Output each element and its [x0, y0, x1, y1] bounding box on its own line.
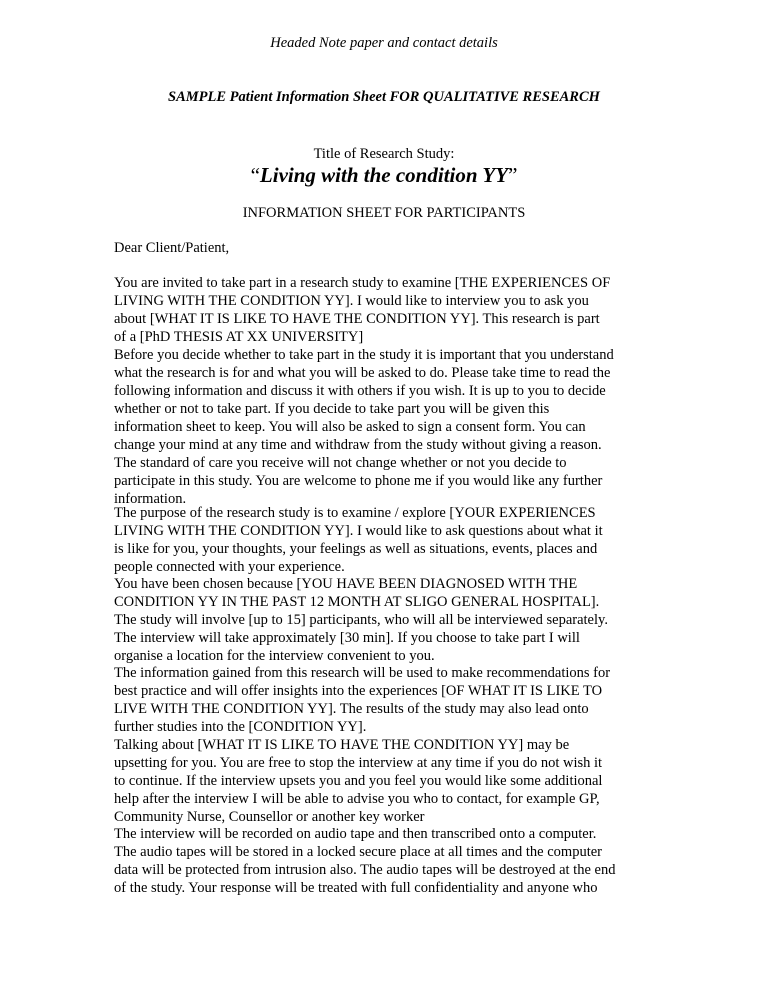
title-open-quote: “: [250, 163, 260, 187]
paragraph-line: whether or not to take part. If you decide to take part you will be given this: [114, 401, 550, 417]
paragraph-invitation: [114, 274, 654, 346]
paragraph-line: The interview will take approximately [30 min]. If you choose to take part I will: [114, 630, 580, 646]
paragraph-line: The purpose of the research study is to examine / explore [YOUR EXPERIENCES: [114, 505, 596, 521]
paragraph-line: upsetting for you. You are free to stop the interview at any time if you do not wish it: [114, 755, 603, 771]
paragraph-line: Before you decide whether to take part in the study it is important that you understand: [114, 347, 614, 363]
paragraph-line: of the study. Your response will be treated with full confidentiality and anyone who: [114, 880, 598, 896]
paragraph-line: The information gained from this research will be used to make recommendations for: [114, 665, 611, 681]
salutation: Dear Client/Patient,: [114, 240, 230, 256]
paragraph-line: what the research is for and what you will be asked to do. Please take time to read the: [114, 365, 611, 381]
paragraph-before-you-decide: [114, 346, 654, 508]
paragraph-line: You have been chosen because [YOU HAVE BEEN DIAGNOSED WITH THE: [114, 576, 578, 592]
paragraph-why-chosen: [114, 575, 654, 665]
paragraph-line: of a [PhD THESIS AT XX UNIVERSITY]: [114, 329, 364, 345]
paragraph-line: You are invited to take part in a research study to examine [THE EXPERIENCES OF: [114, 275, 611, 291]
paragraph-line: LIVING WITH THE CONDITION YY]. I would like to ask questions about what it: [114, 523, 603, 539]
paragraph-line: change your mind at any time and withdraw from the study without giving a reason.: [114, 437, 602, 453]
study-title: [0, 162, 768, 188]
paragraph-recording: [114, 825, 654, 897]
paragraph-line: The interview will be recorded on audio tape and then transcribed onto a computer.: [114, 826, 597, 842]
letterhead: Headed Note paper and contact details: [270, 35, 498, 51]
paragraph-line: The audio tapes will be stored in a locked secure place at all times and the computer: [114, 844, 602, 860]
paragraph-upsetting: [114, 736, 654, 826]
paragraph-line: The study will involve [up to 15] participants, who will all be interviewed separately.: [114, 612, 608, 628]
paragraph-line: data will be protected from intrusion also. The audio tapes will be destroyed at the end: [114, 862, 616, 878]
paragraph-purpose: [114, 504, 654, 576]
title-close-quote: ”: [508, 163, 518, 187]
paragraph-line: help after the interview I will be able to advise you who to contact, for example GP,: [114, 791, 600, 807]
study-title-text: Living with the condition YY: [259, 163, 509, 187]
paragraph-line: organise a location for the interview convenient to you.: [114, 648, 435, 664]
paragraph-line: information.: [114, 491, 187, 507]
paragraph-line: information sheet to keep. You will also be asked to sign a consent form. You can: [114, 419, 586, 435]
document-label: SAMPLE Patient Information Sheet FOR QUALITATIVE RESEARCH: [168, 89, 600, 105]
paragraph-line: LIVE WITH THE CONDITION YY]. The results of the study may also lead onto: [114, 701, 589, 717]
paragraph-line: is like for you, your thoughts, your feelings as well as situations, events, places and: [114, 541, 598, 557]
paragraph-line: best practice and will offer insights into the experiences [OF WHAT IT IS LIKE TO: [114, 683, 603, 699]
paragraph-line: Talking about [WHAT IT IS LIKE TO HAVE THE CONDITION YY] may be: [114, 737, 570, 753]
paragraph-line: to continue. If the interview upsets you and you feel you would like some additional: [114, 773, 603, 789]
paragraph-line: CONDITION YY IN THE PAST 12 MONTH AT SLIGO GENERAL HOSPITAL].: [114, 594, 600, 610]
paragraph-information-use: [114, 664, 654, 736]
paragraph-line: The standard of care you receive will not change whether or not you decide to: [114, 455, 567, 471]
study-title-label: Title of Research Study:: [313, 146, 455, 162]
paragraph-line: LIVING WITH THE CONDITION YY]. I would like to interview you to ask you: [114, 293, 589, 309]
paragraph-line: following information and discuss it with others if you wish. It is up to you to decide: [114, 383, 606, 399]
paragraph-line: further studies into the [CONDITION YY].: [114, 719, 367, 735]
paragraph-line: people connected with your experience.: [114, 559, 345, 575]
sheet-heading: INFORMATION SHEET FOR PARTICIPANTS: [242, 205, 526, 221]
paragraph-line: about [WHAT IT IS LIKE TO HAVE THE CONDITION YY]. This research is part: [114, 311, 600, 327]
paragraph-line: participate in this study. You are welcome to phone me if you would like any further: [114, 473, 603, 489]
paragraph-line: Community Nurse, Counsellor or another key worker: [114, 809, 425, 825]
